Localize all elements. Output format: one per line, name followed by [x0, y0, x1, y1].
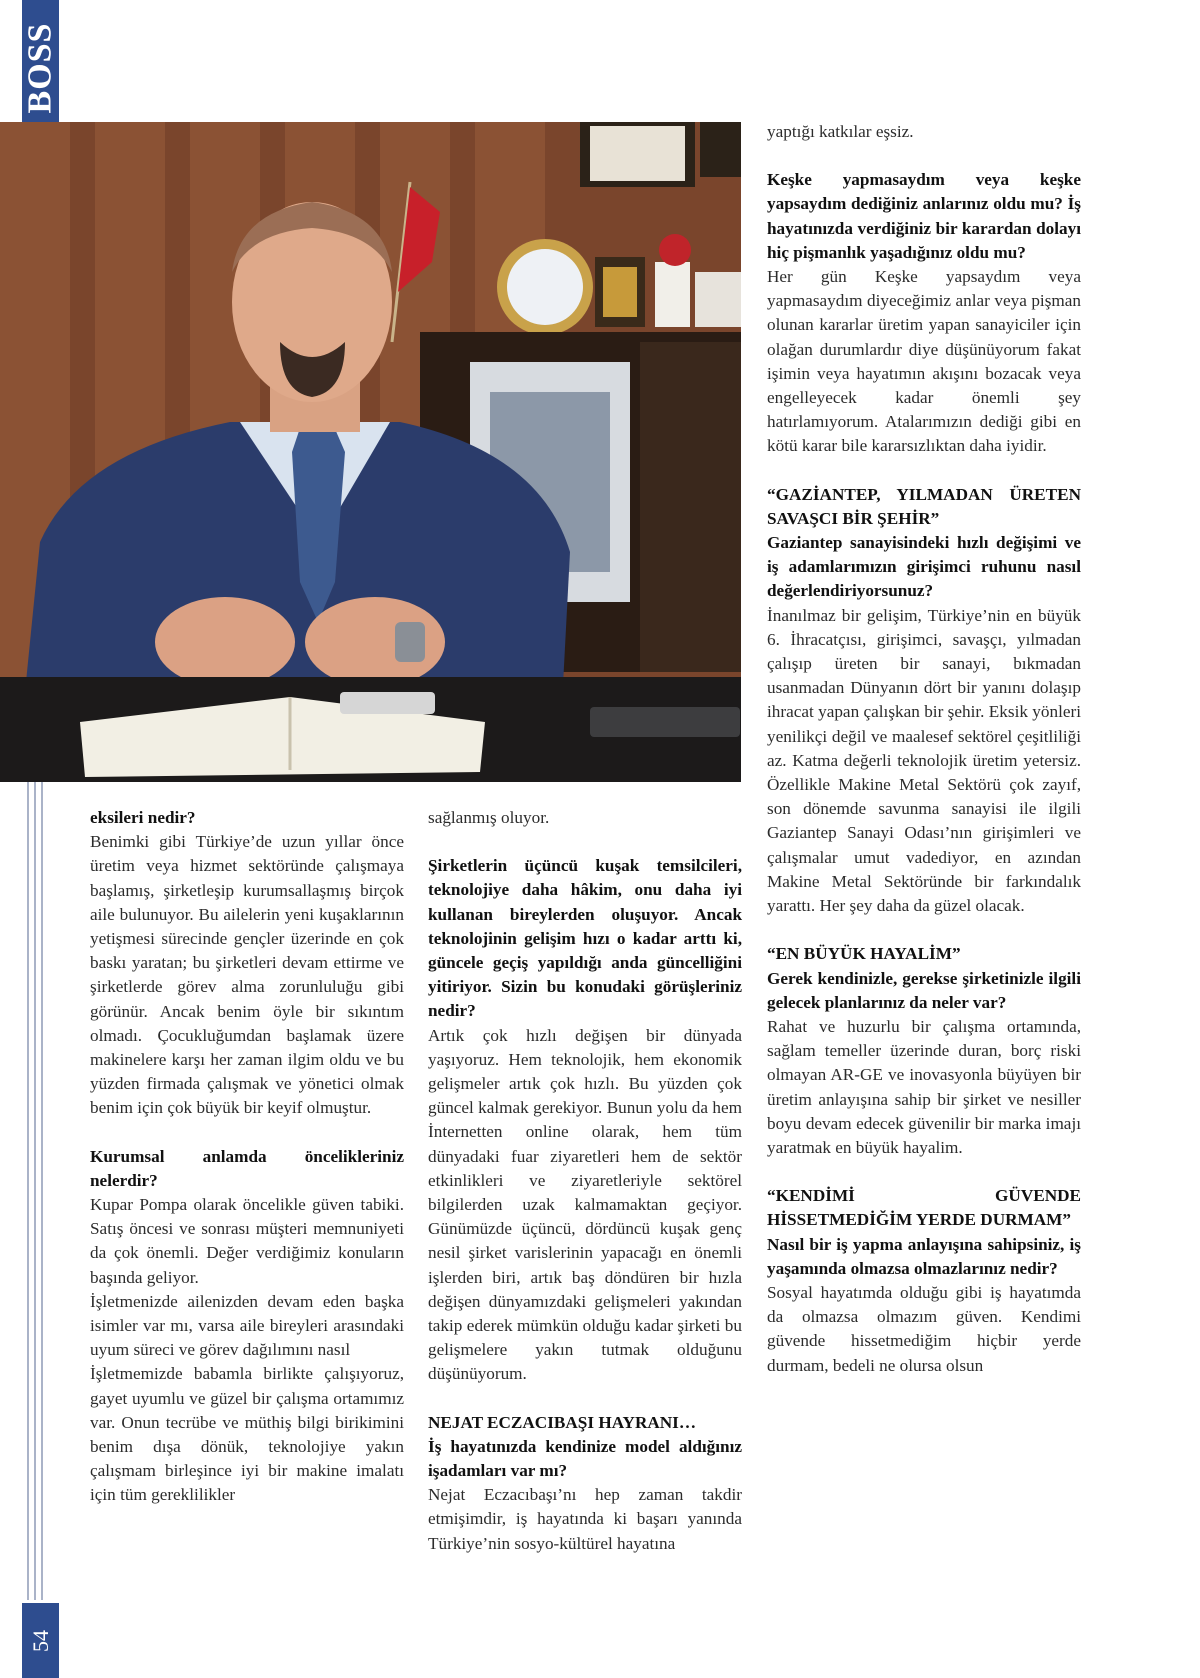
section-heading: “GAZİANTEP, YILMADAN ÜRETEN SAVAŞCI BİR ŞEHİR” [767, 484, 1081, 528]
question: Gaziantep sanayisindeki hızlı değişimi ve iş adamlarımızın girişimci ruhunu nasıl değerlendiriyorsunuz? [767, 533, 1081, 601]
photo-illustration [0, 122, 741, 782]
text-column-2 [428, 806, 742, 1556]
question: İş hayatınızda kendinize model aldığınız işadamları var mı? [428, 1436, 742, 1481]
section-heading: “KENDİMİ GÜVENDE HİSSETMEDİĞİM YERDE DURMAM” [767, 1186, 1081, 1230]
answer: Nejat Eczacıbaşı’nı hep zaman takdir etmişimdir, iş hayatında ki başarı yanında Türkiye’nin sosyo-kültürel hayatına [428, 1485, 742, 1553]
answer: sağlanmış oluyor. [428, 808, 550, 827]
page-number-badge [22, 1603, 59, 1678]
section-heading: “EN BÜYÜK HAYALİM” [767, 944, 961, 964]
magazine-name: BOSS [21, 22, 59, 113]
answer: yaptığı katkılar eşsiz. [767, 122, 914, 141]
answer: Kupar Pompa olarak öncelikle güven tabiki. Satış öncesi ve sonrası müşteri memnuniyeti da çok önemli. Değer verdiğimiz konuların başında geliyor. [90, 1195, 404, 1287]
question: Şirketlerin üçüncü kuşak temsilcileri, teknolojiye daha hâkim, onu daha iyi kullanan bireylerden oluşuyor. Ancak teknolojinin gelişim hızı o kadar arttı ki, güncele geçiş yapıldığı anda güncelliğini yitiriyor. Sizin bu konudaki görüşleriniz nedir? [428, 856, 742, 1021]
question: Kurumsal anlamda öncelikleriniz nelerdir? [90, 1146, 404, 1190]
businessman-portrait-photo [0, 122, 741, 782]
text-column-1 [90, 806, 404, 1508]
answer: İşletmemizde babamla birlikte çalışıyoruz, gayet uyumlu ve güzel bir çalışma ortamımız var. Onun tecrübe ve müthiş bilgi birikimini benim dışa dönük, teknolojiye yakın çalışmam birleşince iyi bir makine imalatı için tüm gereklilikler [90, 1364, 404, 1505]
question: Gerek kendinizle, gerekse şirketinizle ilgili gelecek planlarınız da neler var? [767, 968, 1081, 1012]
answer: Her gün Keşke yapsaydım veya yapmasaydım diyeceğimiz anlar veya pişman olunan kararlar üretim yapan sanayiciler için olağan durumlardır diye düşünüyorum fakat işimin veya hayatımın akışını bozacak veya engelleyecek kadar önemli şey hatırlamıyorum. Atalarımızın dediği gibi en kötü karar bile kararsızlıktan daha iyidir. [767, 267, 1081, 456]
answer: Artık çok hızlı değişen bir dünyada yaşıyoruz. Hem teknolojik, hem ekonomik gelişmeler artık çok hızlı. Bu yüzden çok güncel kalmak gerekiyor. Bunun yolu da hem İnternetten online olarak, hem tüm dünyadaki fuar ziyaretleri hem de sektör etkinlikleri ve ziyaretleriyle sektörel bilgilerden uzak kalmamaktan geçiyor. Günümüzde üçüncü, dördüncü kuşak genç nesil şirket varislerinin yapacağı en önemli işlerden biri, artık baş döndüren bir hızla değişen dünyamızdaki gelişmeleri yakından takip ederek mümkün olduğu kadar şirketi bu gelişmelere yakın tutmak olduğunu düşünüyorum. [428, 1025, 742, 1384]
answer: Rahat ve huzurlu bir çalışma ortamında, sağlam temeller üzerinde duran, borç riski olmayan AR-GE ve inovasyonla büyüyen bir üretim anlayışına sahip bir şirket ve nesiller boyu devam edecek güvenilir bir marka imajı yaratmak en büyük hayalim. [767, 1016, 1081, 1157]
question: Keşke yapmasaydım veya keşke yapsaydım dediğiniz anlarınız oldu mu? İş hayatınızda verdiğiniz bir karardan dolayı hiç pişmanlık yaşadığınız oldu mu? [767, 170, 1081, 262]
section-heading: NEJAT ECZACIBAŞI HAYRANI… [428, 1412, 697, 1432]
question-plain: İşletmenizde ailenizden devam eden başka isimler var mı, varsa aile bireyleri arasındaki uyum süreci ve görev dağılımını nasıl [90, 1291, 404, 1360]
question: eksileri nedir? [90, 808, 196, 827]
magazine-logo [22, 0, 59, 135]
question: Nasıl bir iş yapma anlayışına sahipsiniz, iş yaşamında olmazsa olmazlarınız nedir? [767, 1234, 1081, 1278]
text-column-3 [767, 120, 1081, 1378]
answer: Benimki gibi Türkiye’de uzun yıllar önce üretim veya hizmet sektöründe çalışmaya başlamış, şirketleşip kurumsallaşmış birçok aile bulunuyor. Bu ailelerin yeni kuşaklarının yetişmesi sürecinde gençler üzerinde en çok baskı yaratan; bu şirketleri devam ettirme ve şirketlerde görev alma zorunluluğu gibi görünür. Ancak benim öyle bir sıkıntım olmadı. Çocukluğumdan başlamak üzere makinelere karşı her zaman ilgim oldu ve bu yüzden firmada çalışmak ve yönetici olmak benim için çok büyük bir keyif olmuştur. [90, 832, 404, 1118]
page-number: 54 [27, 1629, 53, 1652]
answer: Sosyal hayatımda olduğu gibi iş hayatımda da olmazsa olmazım güven. Kendimi güvende hissetmediğim hiçbir yerde durmam, bedeli ne olursa olsun [767, 1282, 1081, 1375]
answer: İnanılmaz bir gelişim, Türkiye’nin en büyük 6. İhracatçısı, girişimci, savaşçı, yılmadan çalışıp üreten bir sanayi, bıkmadan usanmadan Dünyanın dört bir yanını dolaşıp ihracat yapan çalışkan bir şehir. Eksik yönleri yenilikçi değil ve maalesef sektörel çeşitliliği az. Katma değerli teknolojik üretim yetersiz. Özellikle Makine Metal Sektörü çok zayıf, son dönemde savunma sanayisi ile ilgili Gaziantep Sanayi Odası’nın girişimleri ve çalışmalar umut vadediyor, en azından Makine Metal Sektöründe bir farkındalık yarattı. Her şey daha da güzel olacak. [767, 605, 1081, 916]
